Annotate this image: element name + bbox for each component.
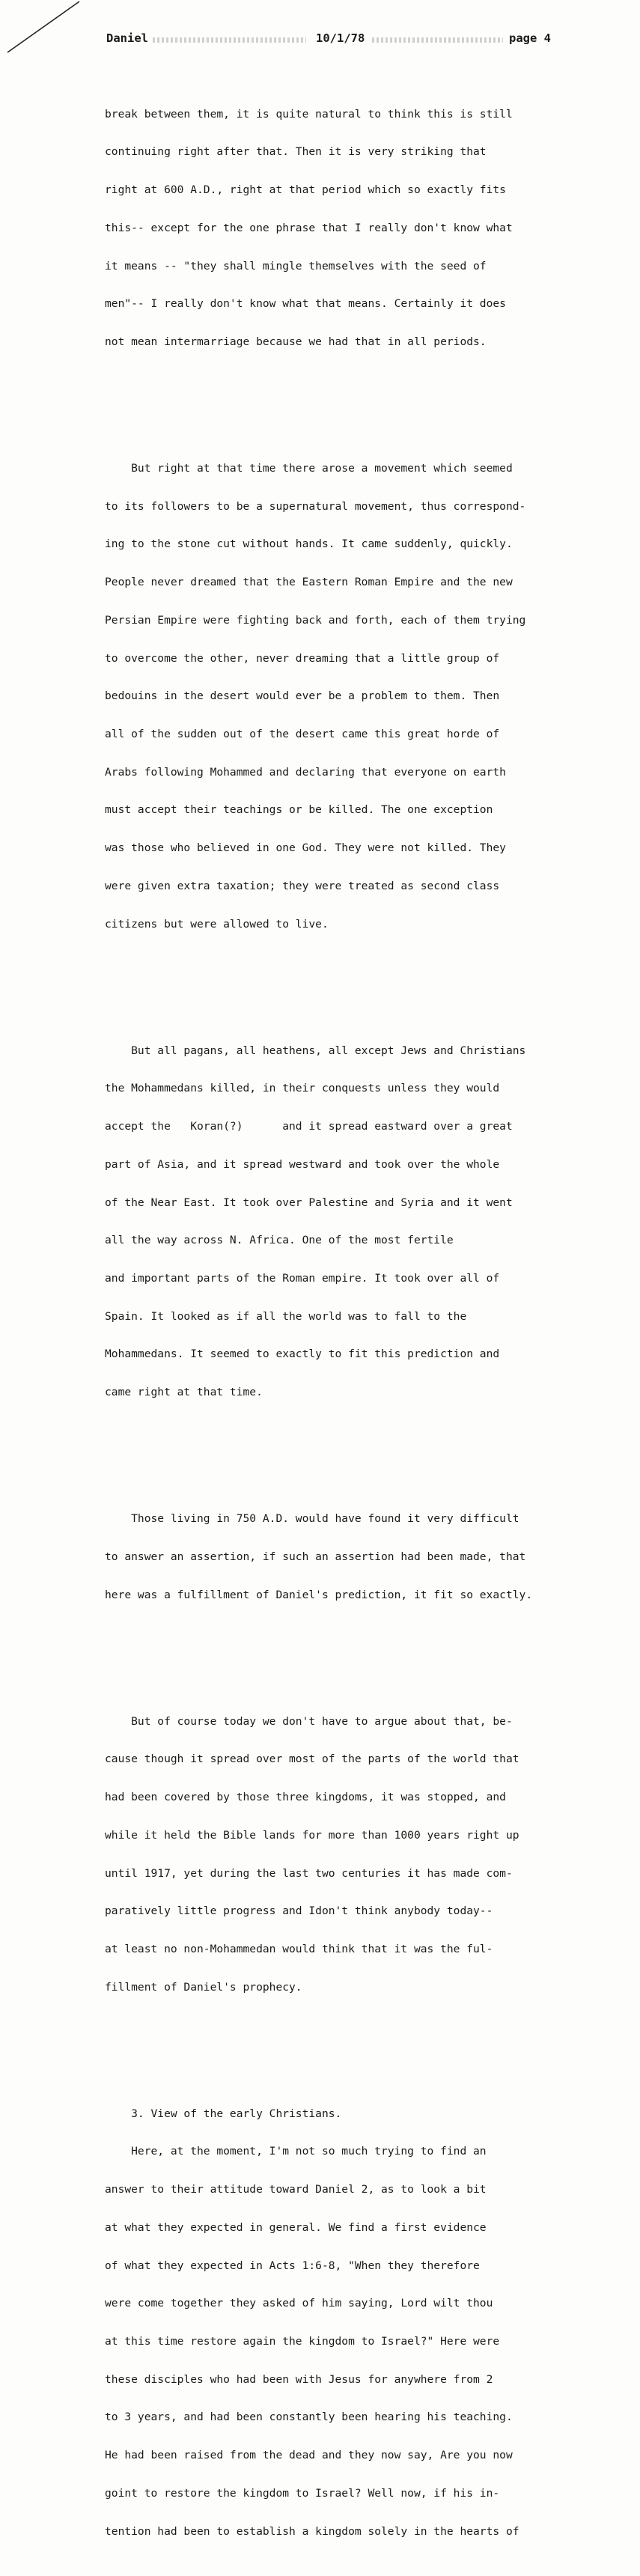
text-line: But all pagans, all heathens, all except Jews and Christians	[105, 1044, 526, 1057]
text-line: cause though it spread over most of the parts of the world that	[105, 1753, 519, 1766]
text-line: right at 600 A.D., right at that period which so exactly fits	[105, 183, 506, 197]
text-line: all the way across N. Africa. One of the most fertile	[105, 1234, 454, 1247]
text-line: Persian Empire were fighting back and forth, each of them trying	[105, 613, 526, 627]
text-line: it means -- "they shall mingle themselves with the seed of	[105, 259, 487, 272]
text-line: to answer an assertion, if such an assertion had been made, that	[105, 1550, 526, 1563]
text-line: had been covered by those three kingdoms, it was stopped, and	[105, 1791, 506, 1804]
text-line: here was a fulfillment of Daniel's prediction, it fit so exactly.	[105, 1588, 533, 1601]
text-line: Arabs following Mohammed and declaring that everyone on earth	[105, 765, 506, 779]
text-line: ing to the stone cut without hands. It came suddenly, quickly.	[105, 538, 513, 551]
header-smudge	[153, 37, 306, 43]
text-line: came right at that time.	[105, 1386, 263, 1399]
text-line: at least no non-Mohammedan would think that it was the ful-	[105, 1942, 493, 1955]
text-line: the Mohammedans killed, in their conquests unless they would	[105, 1082, 500, 1095]
paragraph	[105, 1488, 629, 1627]
paragraph	[105, 83, 629, 374]
paragraph	[105, 2083, 629, 2563]
pen-stroke-mark	[6, 0, 81, 56]
document-body	[105, 58, 629, 2576]
text-line: answer to their attitude toward Daniel 2, as to look a bit	[105, 2183, 487, 2196]
text-line: Those living in 750 A.D. would have found it very difficult	[105, 1512, 519, 1526]
header-smudge	[372, 37, 503, 43]
text-line: fillment of Daniel's prophecy.	[105, 1980, 302, 1994]
text-line: men"-- I really don't know what that means. Certainly it does	[105, 297, 506, 311]
paragraph	[105, 437, 629, 956]
section-heading: 3. View of the early Christians.	[105, 2107, 342, 2120]
text-line: to its followers to be a supernatural movement, thus correspond-	[105, 499, 526, 513]
text-line: this-- except for the one phrase that I really don't know what	[105, 221, 513, 234]
text-line: and important parts of the Roman empire. It took over all of	[105, 1271, 500, 1285]
text-line: not mean intermarriage because we had that in all periods.	[105, 335, 487, 348]
text-line: part of Asia, and it spread westward and took over the whole	[105, 1157, 500, 1171]
text-line: break between them, it is quite natural to think this is still	[105, 107, 513, 121]
text-line: citizens but were allowed to live.	[105, 917, 329, 931]
text-line: tention had been to establish a kingdom solely in the hearts of	[105, 2524, 519, 2538]
text-line: to overcome the other, never dreaming that a little group of	[105, 651, 500, 665]
paragraph	[105, 1020, 629, 1425]
paragraph	[105, 1690, 629, 2020]
text-line: was those who believed in one God. They were not killed. They	[105, 841, 506, 855]
text-line: accept the Koran(?) and it spread eastward over a great	[105, 1120, 513, 1133]
text-line: these disciples who had been with Jesus for anywhere from 2	[105, 2372, 493, 2386]
page-header	[106, 31, 570, 48]
text-line: all of the sudden out of the desert came this great horde of	[105, 728, 500, 741]
text-line: were given extra taxation; they were treated as second class	[105, 879, 500, 892]
text-line: But right at that time there arose a movement which seemed	[105, 461, 513, 475]
text-line: were come together they asked of him saying, Lord wilt thou	[105, 2297, 493, 2310]
text-line: of what they expected in Acts 1:6-8, "When they therefore	[105, 2259, 480, 2272]
text-line: bedouins in the desert would ever be a problem to them. Then	[105, 689, 500, 703]
text-line: at what they expected in general. We find a first evidence	[105, 2220, 487, 2234]
text-line: to 3 years, and had been constantly been hearing his teaching.	[105, 2411, 513, 2424]
text-line: continuing right after that. Then it is very striking that	[105, 145, 487, 159]
text-line: Spain. It looked as if all the world was to fall to the	[105, 1309, 467, 1323]
text-line: Mohammedans. It seemed to exactly to fit this prediction and	[105, 1348, 500, 1361]
text-line: But of course today we don't have to argue about that, be-	[105, 1714, 513, 1728]
header-date: 10/1/78	[316, 31, 365, 45]
text-line: Here, at the moment, I'm not so much trying to find an	[105, 2145, 487, 2158]
text-line: People never dreamed that the Eastern Roman Empire and the new	[105, 576, 513, 589]
header-name: Daniel	[106, 31, 148, 45]
text-line: while it held the Bible lands for more than 1000 years right up	[105, 1828, 519, 1842]
text-line: of the Near East. It took over Palestine and Syria and it went	[105, 1196, 513, 1209]
text-line: He had been raised from the dead and they now say, Are you now	[105, 2449, 513, 2462]
text-line: at this time restore again the kingdom to Israel?" Here were	[105, 2335, 500, 2348]
text-line: until 1917, yet during the last two centuries it has made com-	[105, 1866, 513, 1880]
page-number: page 4	[509, 31, 551, 45]
text-line: must accept their teachings or be killed. The one exception	[105, 803, 493, 817]
text-line: goint to restore the kingdom to Israel? Well now, if his in-	[105, 2486, 500, 2500]
text-line: paratively little progress and Idon't think anybody today--	[105, 1904, 493, 1918]
